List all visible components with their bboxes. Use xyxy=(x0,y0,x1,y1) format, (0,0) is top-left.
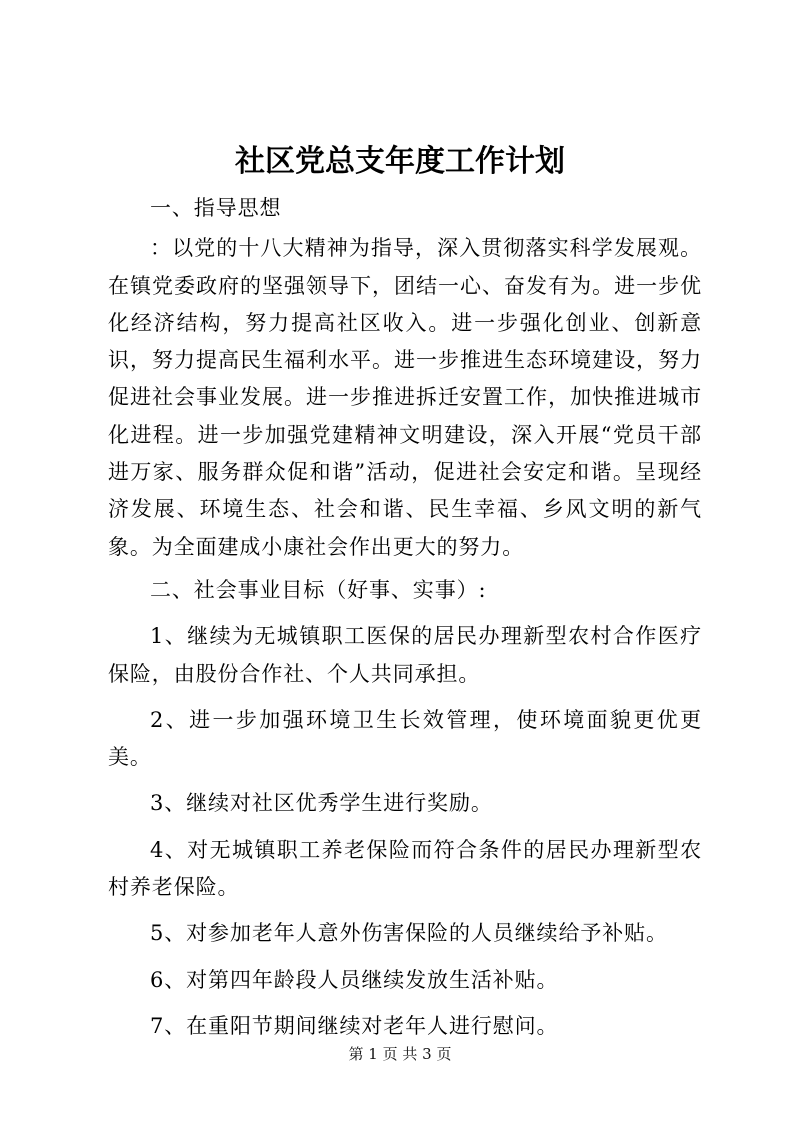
list-item: 1、继续为无城镇职工医保的居民办理新型农村合作医疗保险，由股份合作社、个人共同承担。 xyxy=(108,624,702,686)
list-item: 7、在重阳节期间继续对老年人进行慰问。 xyxy=(150,1013,559,1038)
list-item: 5、对参加老年人意外伤害保险的人员继续给予补贴。 xyxy=(150,921,668,946)
list-item: 2、进一步加强环境卫生长效管理，使环境面貌更优更美。 xyxy=(108,707,702,770)
list-item: 6、对第四年龄段人员继续发放生活补贴。 xyxy=(150,967,559,992)
page-number-footer: 第 1 页 共 3 页 xyxy=(348,1045,452,1063)
document-title: 社区党总支年度工作计划 xyxy=(235,144,565,179)
section-2 xyxy=(108,572,702,1045)
section-1-body: ：以党的十八大精神为指导，深入贯彻落实科学发展观。在镇党委政府的坚强领导下，团结一心、奋发有为。进一步优化经济结构，努力提高社区收入。进一步强化创业、创新意识，努力提高民生福利水平。进一步推进生态环境建设，努力促进社会事业发展。进一步推进拆迁安置工作，加快推进城市化进程。进一步加强党建精神文明建设，深入开展“党员干部进万家、服务群众促和谐”活动，促进社会安定和谐。呈现经济发展、环境生态、社会和谐、民生幸福、乡风文明的新气象。为全面建成小康社会作出更大的努力。 xyxy=(108,236,702,559)
document-content xyxy=(108,190,702,1054)
section-2-heading: 二、社会事业目标（好事、实事）: xyxy=(150,577,487,602)
list-item: 4、对无城镇职工养老保险而符合条件的居民办理新型农村养老保险。 xyxy=(108,837,702,900)
list-item: 3、继续对社区优秀学生进行奖励。 xyxy=(150,791,493,816)
section-1-heading: 一、指导思想 xyxy=(150,196,282,220)
